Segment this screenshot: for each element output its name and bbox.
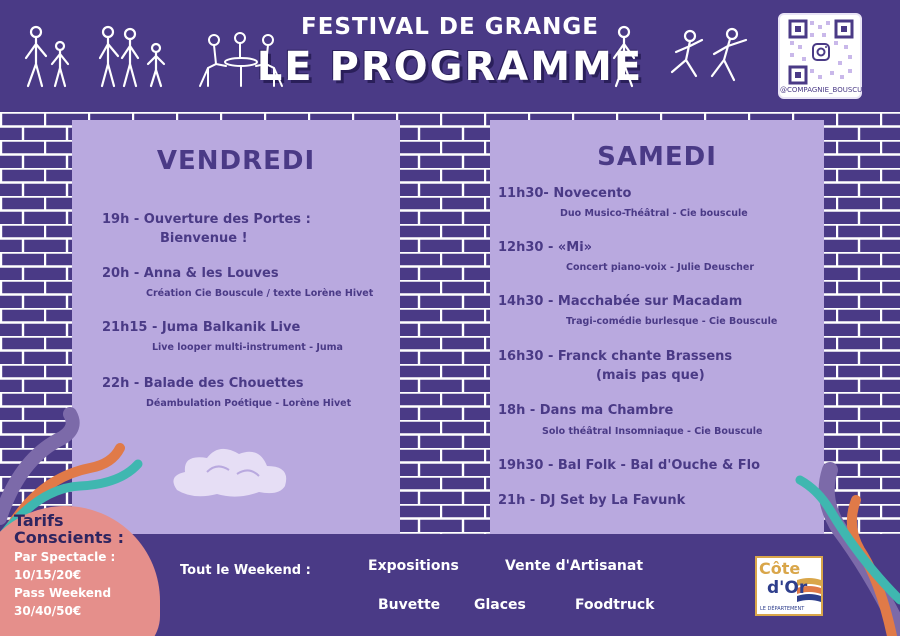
dancing-figures-illustration [666, 24, 766, 94]
friday-title: VENDREDI [156, 146, 316, 176]
header [0, 0, 900, 112]
saturday-event-4-details: (mais pas que) [596, 368, 705, 383]
friday-event-3-title: 21h15 - Juma Balkanik Live [102, 320, 301, 335]
friday-event-4-title: 22h - Balade des Chouettes [102, 376, 304, 391]
festival-title: FESTIVAL DE GRANGE [301, 14, 599, 40]
logo-text-dor: d'Or [767, 578, 808, 598]
tarifs-title-2: Conscients : [14, 528, 124, 547]
weekend-item-buvette: Buvette [378, 597, 441, 613]
cote-dor-logo [755, 556, 823, 616]
friday-event-4-details: Déambulation Poétique - Lorène Hivet [146, 398, 352, 409]
qr-code-box[interactable] [778, 13, 871, 99]
weekend-item-expositions: Expositions [368, 558, 459, 574]
tarifs-line-4: 30/40/50€ [14, 604, 82, 618]
saturday-event-2-details: Concert piano-voix - Julie Deuscher [566, 262, 755, 273]
saturday-event-1-details: Duo Musico-Théâtral - Cie bouscule [560, 208, 748, 219]
cloud-illustration [167, 442, 297, 502]
saturday-event-5-details: Solo théâtral Insomniaque - Cie Bouscule [542, 426, 763, 437]
friday-event-2-title: 20h - Anna & les Louves [102, 266, 279, 281]
saturday-event-6-title: 19h30 - Bal Folk - Bal d'Ouche & Flo [498, 458, 761, 473]
tarifs-line-1: Par Spectacle : [14, 550, 116, 564]
qr-code-icon [788, 19, 854, 85]
saturday-event-3-title: 14h30 - Macchabée sur Macadam [498, 294, 743, 309]
friday-event-1-title: 19h - Ouverture des Portes : [102, 212, 311, 227]
saturday-event-1-title: 11h30- Novecento [498, 186, 632, 201]
weekend-item-glaces: Glaces [474, 597, 526, 613]
saturday-event-4-title: 16h30 - Franck chante Brassens [498, 349, 733, 364]
saturday-event-7-title: 21h - DJ Set by La Favunk [498, 493, 686, 508]
saturday-event-5-title: 18h - Dans ma Chambre [498, 403, 674, 418]
family-figures-illustration [22, 24, 182, 94]
tarifs-title-1: Tarifs [14, 511, 64, 530]
saturday-event-2-title: 12h30 - «Mi» [498, 240, 593, 255]
logo-text-departement: LE DÉPARTEMENT [760, 606, 805, 612]
logo-text-cote: Côte [759, 559, 801, 578]
weekend-item-foodtruck: Foodtruck [575, 597, 655, 613]
friday-event-2-details: Création Cie Bouscule / texte Lorène Hivet [146, 288, 374, 299]
friday-event-3-details: Live looper multi-instrument - Juma [152, 342, 343, 353]
saturday-event-3-details: Tragi-comédie burlesque - Cie Bouscule [566, 316, 778, 327]
walking-figure-illustration [604, 24, 644, 94]
tarifs-line-2: 10/15/20€ [14, 568, 82, 582]
saturday-title: SAMEDI [597, 142, 717, 172]
weekend-label: Tout le Weekend : [180, 563, 311, 578]
program-title: LE PROGRAMME [256, 44, 644, 90]
table-figures-illustration [196, 24, 286, 94]
friday-event-1-subtitle: Bienvenue ! [160, 231, 248, 246]
instagram-handle: @COMPAGNIE_BOUSCULE [780, 86, 871, 94]
weekend-item-artisanat: Vente d'Artisanat [505, 558, 644, 574]
tarifs-line-3: Pass Weekend [14, 586, 112, 600]
